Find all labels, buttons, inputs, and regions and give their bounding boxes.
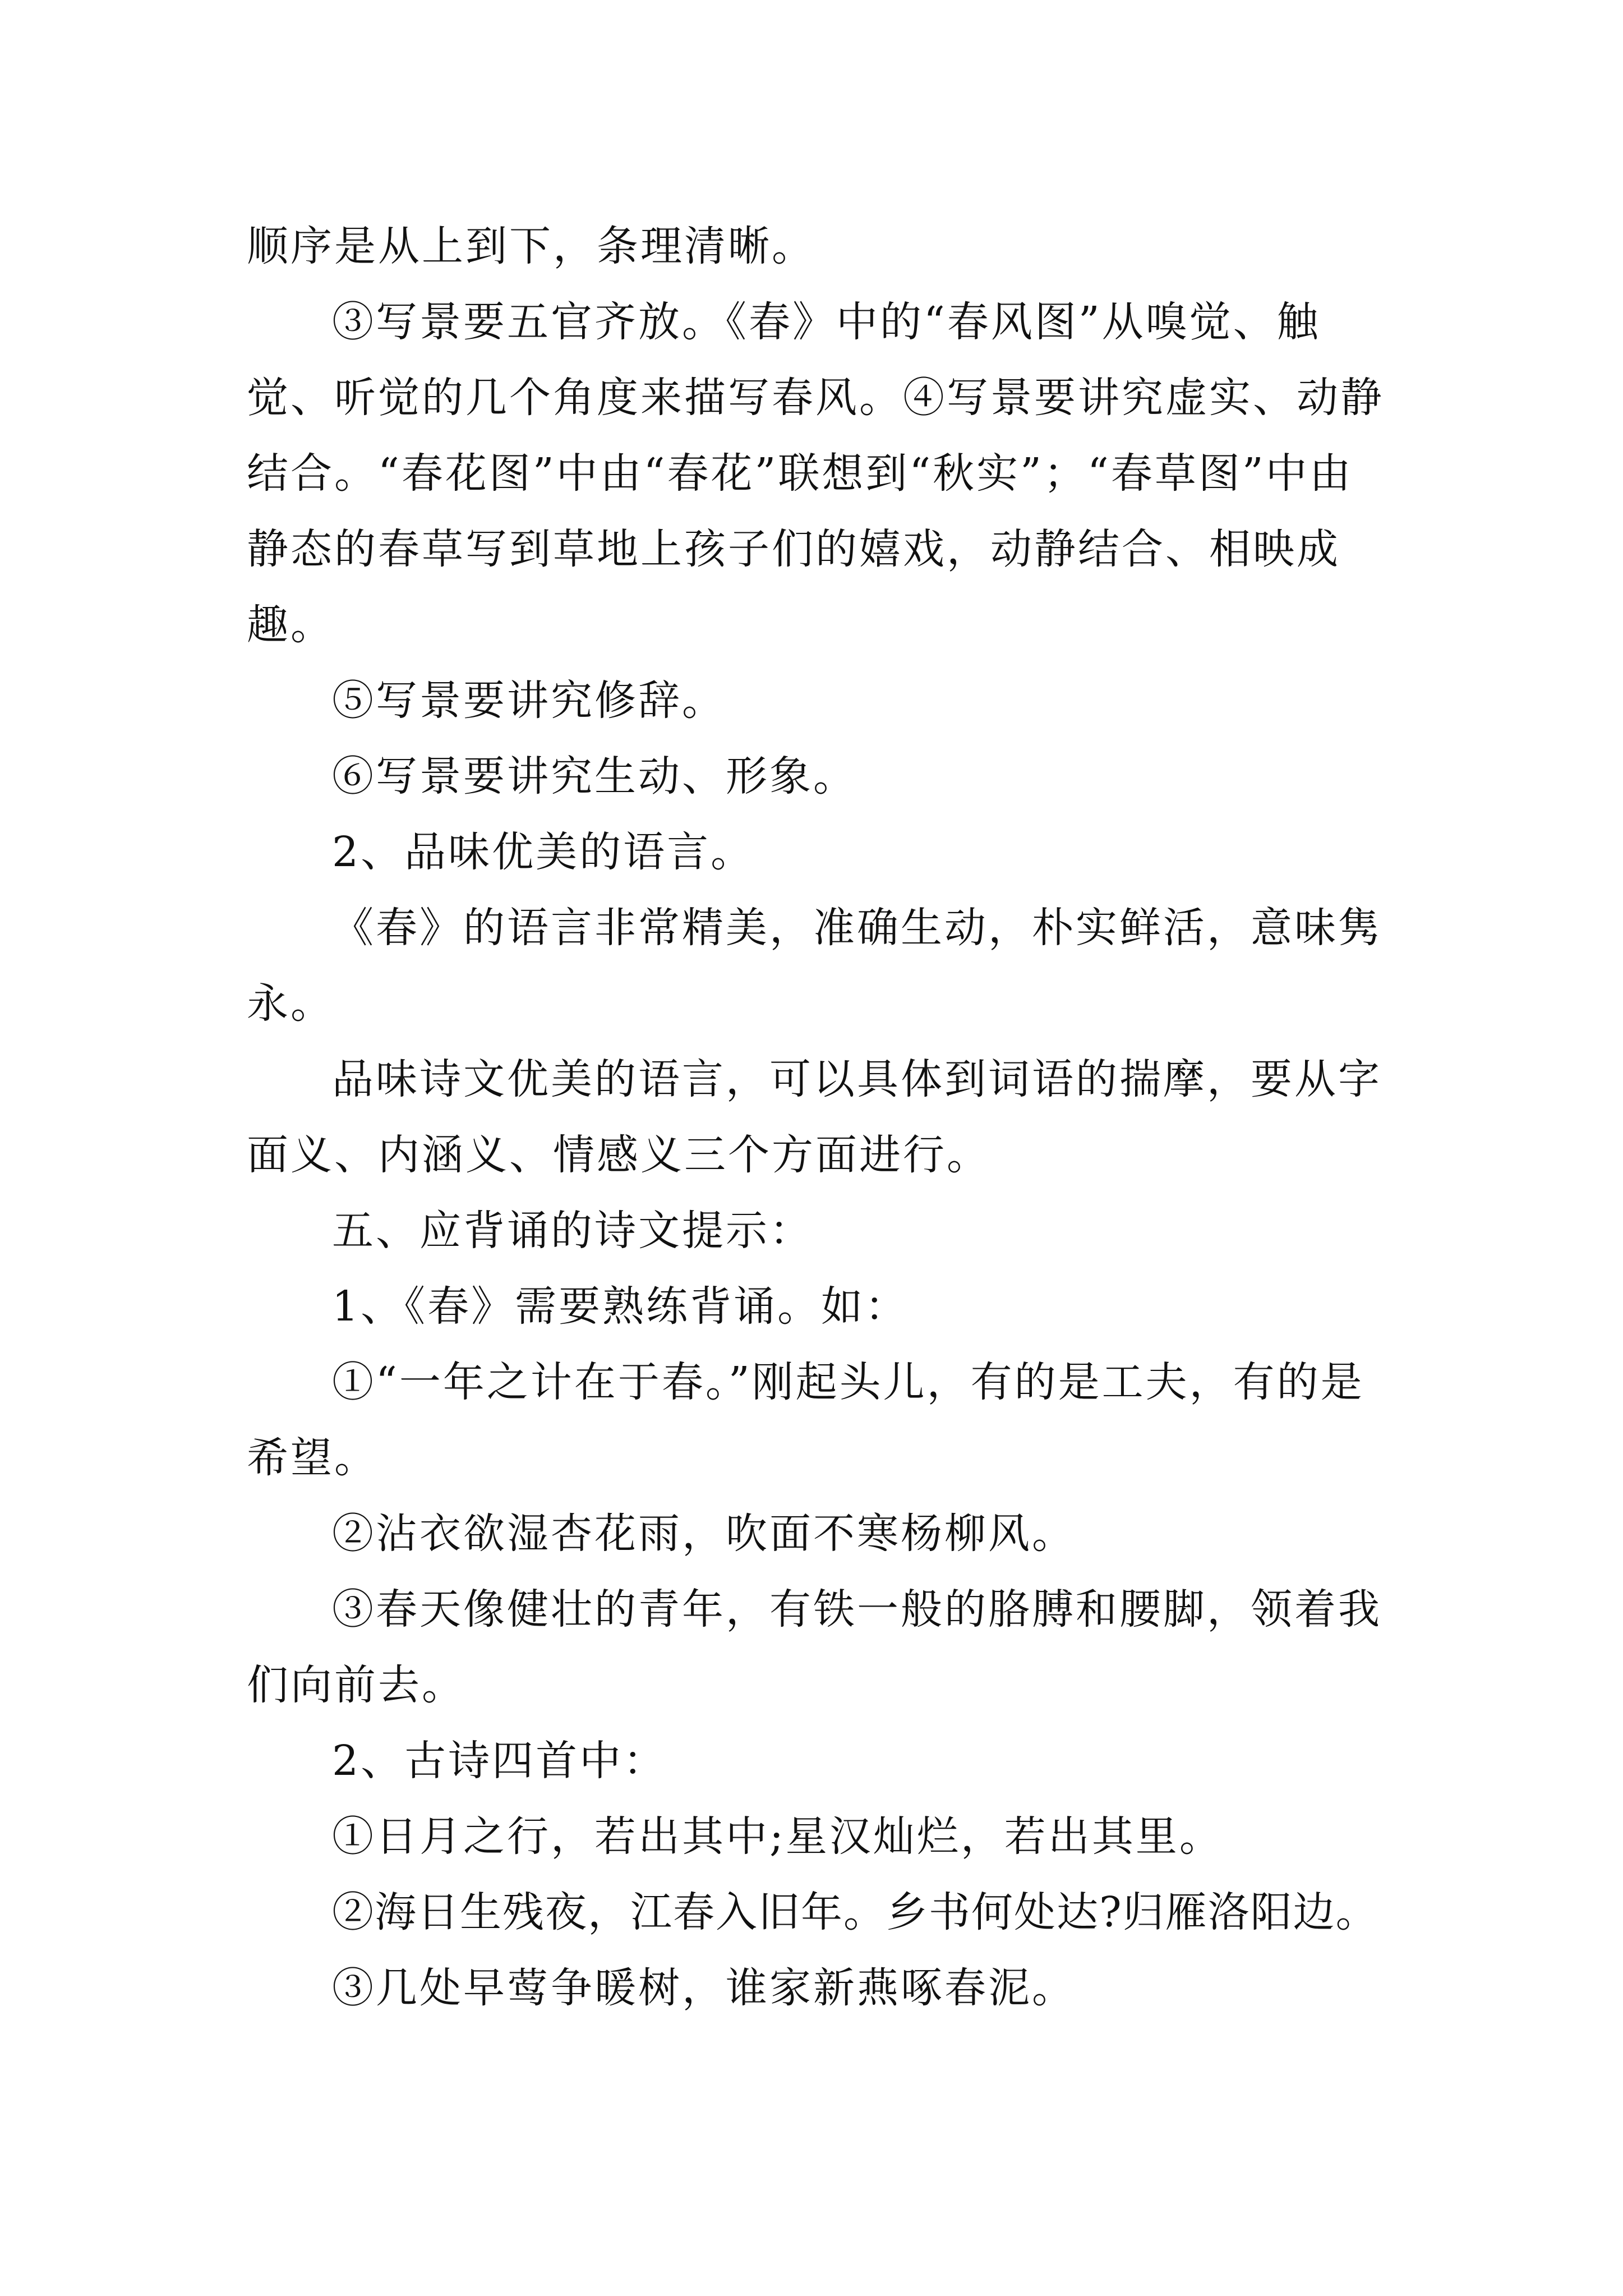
paragraph-2: ③写景要五官齐放。《春》中的“春风图”从嗅觉、触觉、听觉的几个角度来描写春风。④写景要讲究虚实、动静结合。“春花图”中由“春花”联想到“秋实”；“春草图”中由静态的春草写到草地上孩子们的嬉戏，动静结合、相映成趣。 [247,298,1384,649]
document-body [247,209,1391,2026]
paragraph-10: ①“一年之计在于春。”刚起头儿，有的是工夫，有的是希望。 [247,1358,1364,1482]
paragraph-13: 2、古诗四首中： [332,1737,667,1785]
paragraph-6: 《春》的语言非常精美，准确生动，朴实鲜活，意味隽永。 [247,904,1382,1028]
paragraph-11: ②沾衣欲湿杏花雨，吹面不寒杨柳风。 [332,1510,1076,1558]
paragraph-15: ②海日生残夜，江春入旧年。乡书何处达?归雁洛阳边。 [332,1888,1378,1936]
paragraph-4: ⑥写景要讲究生动、形象。 [332,752,857,800]
paragraph-8: 五、应背诵的诗文提示： [332,1207,813,1255]
paragraph-9: 1、《春》需要熟练背诵。如： [332,1282,909,1331]
paragraph-16: ③几处早莺争暖树，谁家新燕啄春泥。 [332,1964,1076,2012]
paragraph-14: ①日月之行，若出其中;星汉灿烂，若出其里。 [332,1812,1223,1861]
paragraph-12: ③春天像健壮的青年，有铁一般的胳膊和腰脚，领着我们向前去。 [247,1585,1382,1709]
paragraph-1: 顺序是从上到下，条理清晰。 [247,222,815,270]
paragraph-5: 2、品味优美的语言。 [332,828,755,876]
paragraph-7: 品味诗文优美的语言，可以具体到词语的揣摩，要从字面义、内涵义、情感义三个方面进行。 [247,1055,1382,1179]
paragraph-3: ⑤写景要讲究修辞。 [332,677,726,725]
